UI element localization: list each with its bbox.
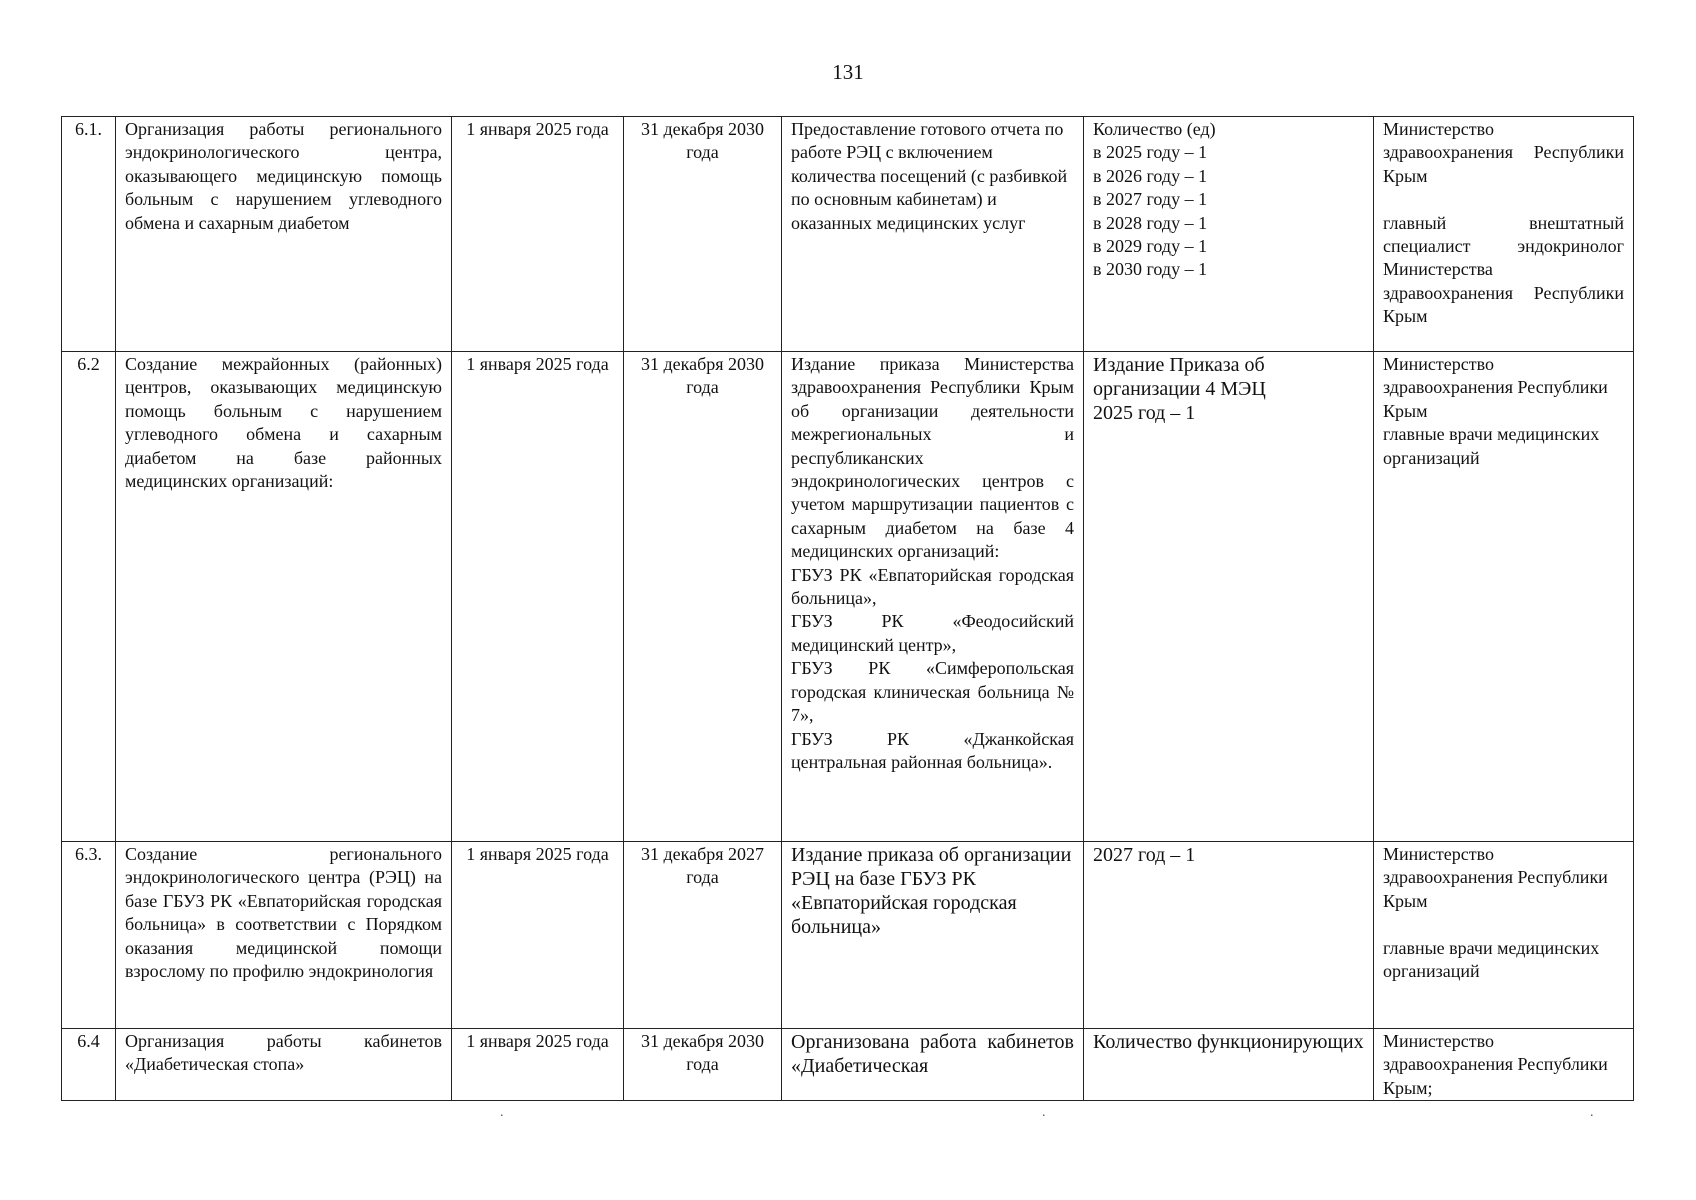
table-row — [62, 842, 1634, 1029]
row-number: 6.3. — [62, 842, 116, 1029]
end-date: 31 декабря 2030 года — [624, 1029, 782, 1101]
start-date: 1 января 2025 года — [452, 352, 624, 842]
indicator — [1084, 1029, 1374, 1101]
indicator-line: Количество (ед) — [1093, 119, 1216, 139]
start-date: 1 января 2025 года — [452, 1029, 624, 1101]
responsible-line: Министерство здравоохранения Республики Крым — [1383, 844, 1608, 911]
expected-result — [782, 352, 1084, 842]
indicator-line: 2027 год – 1 — [1093, 844, 1196, 866]
page-number: 131 — [832, 60, 864, 84]
indicator — [1084, 117, 1374, 352]
end-date: 31 декабря 2027 года — [624, 842, 782, 1029]
indicator-line: в 2029 году – 1 — [1093, 236, 1208, 257]
expected-result: Издание приказа об организации РЭЦ на базе ГБУЗ РК «Евпаторийская городская больница» — [782, 842, 1084, 1029]
responsible-line: главные врачи медицинских организаций — [1383, 937, 1600, 982]
responsible-line: Министерство здравоохранения Республики Крым; — [1383, 1031, 1608, 1098]
indicator-line: 2025 год – 1 — [1093, 402, 1196, 424]
indicator-line: в 2026 году – 1 — [1093, 165, 1208, 186]
spacer — [1383, 188, 1624, 211]
expected-result: Организована работа кабинетов «Диабетическая — [782, 1029, 1084, 1101]
indicator-line: Издание Приказа об организации 4 МЭЦ — [1093, 354, 1266, 400]
start-date: 1 января 2025 года — [452, 842, 624, 1029]
responsible-line: главные врачи медицинских организаций — [1383, 424, 1600, 468]
indicator-line: Количество функционирующих — [1093, 1031, 1364, 1053]
spacer — [1383, 913, 1624, 936]
scan-mark: . — [1042, 1105, 1046, 1120]
row-number: 6.4 — [62, 1029, 116, 1101]
responsible-line: Министерство здравоохранения Республики Крым — [1383, 354, 1608, 421]
table-row — [62, 117, 1634, 352]
result-line: Издание приказа Министерства здравоохранения Республики Крым об организации деятельности межрегиональных и республиканских эндокринологических центров с учетом маршрутизации пациентов с сахарным диабетом на базе 4 медицинских организаций: — [791, 354, 1074, 562]
responsible-line: главный внештатный специалист эндокринолог Министерства здравоохранения Республики Крым — [1383, 212, 1624, 327]
start-date: 1 января 2025 года — [452, 117, 624, 352]
indicator — [1084, 842, 1374, 1029]
scan-mark: . — [1590, 1105, 1594, 1120]
result-line: ГБУЗ РК «Симферопольская городская клиническая больница № 7», — [791, 658, 1074, 726]
event-name: Создание регионального эндокринологического центра (РЭЦ) на базе ГБУЗ РК «Евпаторийская городская больница» в соответствии с Порядком оказания медицинской помощи взрослому по профилю эндокринология — [116, 842, 452, 1029]
indicator-line: в 2030 году – 1 — [1093, 259, 1208, 280]
row-number: 6.2 — [62, 352, 116, 842]
scan-mark: . — [500, 1105, 504, 1120]
indicator-line: в 2025 году – 1 — [1093, 142, 1208, 163]
responsible — [1374, 352, 1634, 842]
row-number: 6.1. — [62, 117, 116, 352]
event-name: Организация работы регионального эндокринологического центра, оказывающего медицинскую помощь больным с нарушением углеводного обмена и сахарным диабетом — [116, 117, 452, 352]
indicator-line: в 2027 году – 1 — [1093, 189, 1208, 210]
result-line: ГБУЗ РК «Феодосийский медицинский центр», — [791, 611, 1074, 655]
indicator-line: в 2028 году – 1 — [1093, 212, 1208, 233]
responsible-line: Министерство здравоохранения Республики Крым — [1383, 119, 1624, 186]
result-line: ГБУЗ РК «Джанкойская центральная районная больница». — [791, 728, 1074, 772]
event-name: Организация работы кабинетов «Диабетическая стопа» — [116, 1029, 452, 1101]
table-row — [62, 352, 1634, 842]
end-date: 31 декабря 2030 года — [624, 117, 782, 352]
indicator — [1084, 352, 1374, 842]
table-row — [62, 1029, 1634, 1101]
responsible — [1374, 842, 1634, 1029]
expected-result: Предоставление готового отчета по работе РЭЦ с включением количества посещений (с разбивкой по основным кабинетам) и оказанных медицинских услуг — [782, 117, 1084, 352]
end-date: 31 декабря 2030 года — [624, 352, 782, 842]
event-name: Создание межрайонных (районных) центров, оказывающих медицинскую помощь больным с нарушением углеводного обмена и сахарным диабетом на базе районных медицинских организаций: — [116, 352, 452, 842]
action-plan-table — [61, 116, 1634, 1101]
result-line: ГБУЗ РК «Евпаторийская городская больница», — [791, 564, 1074, 609]
responsible — [1374, 117, 1634, 352]
responsible — [1374, 1029, 1634, 1101]
